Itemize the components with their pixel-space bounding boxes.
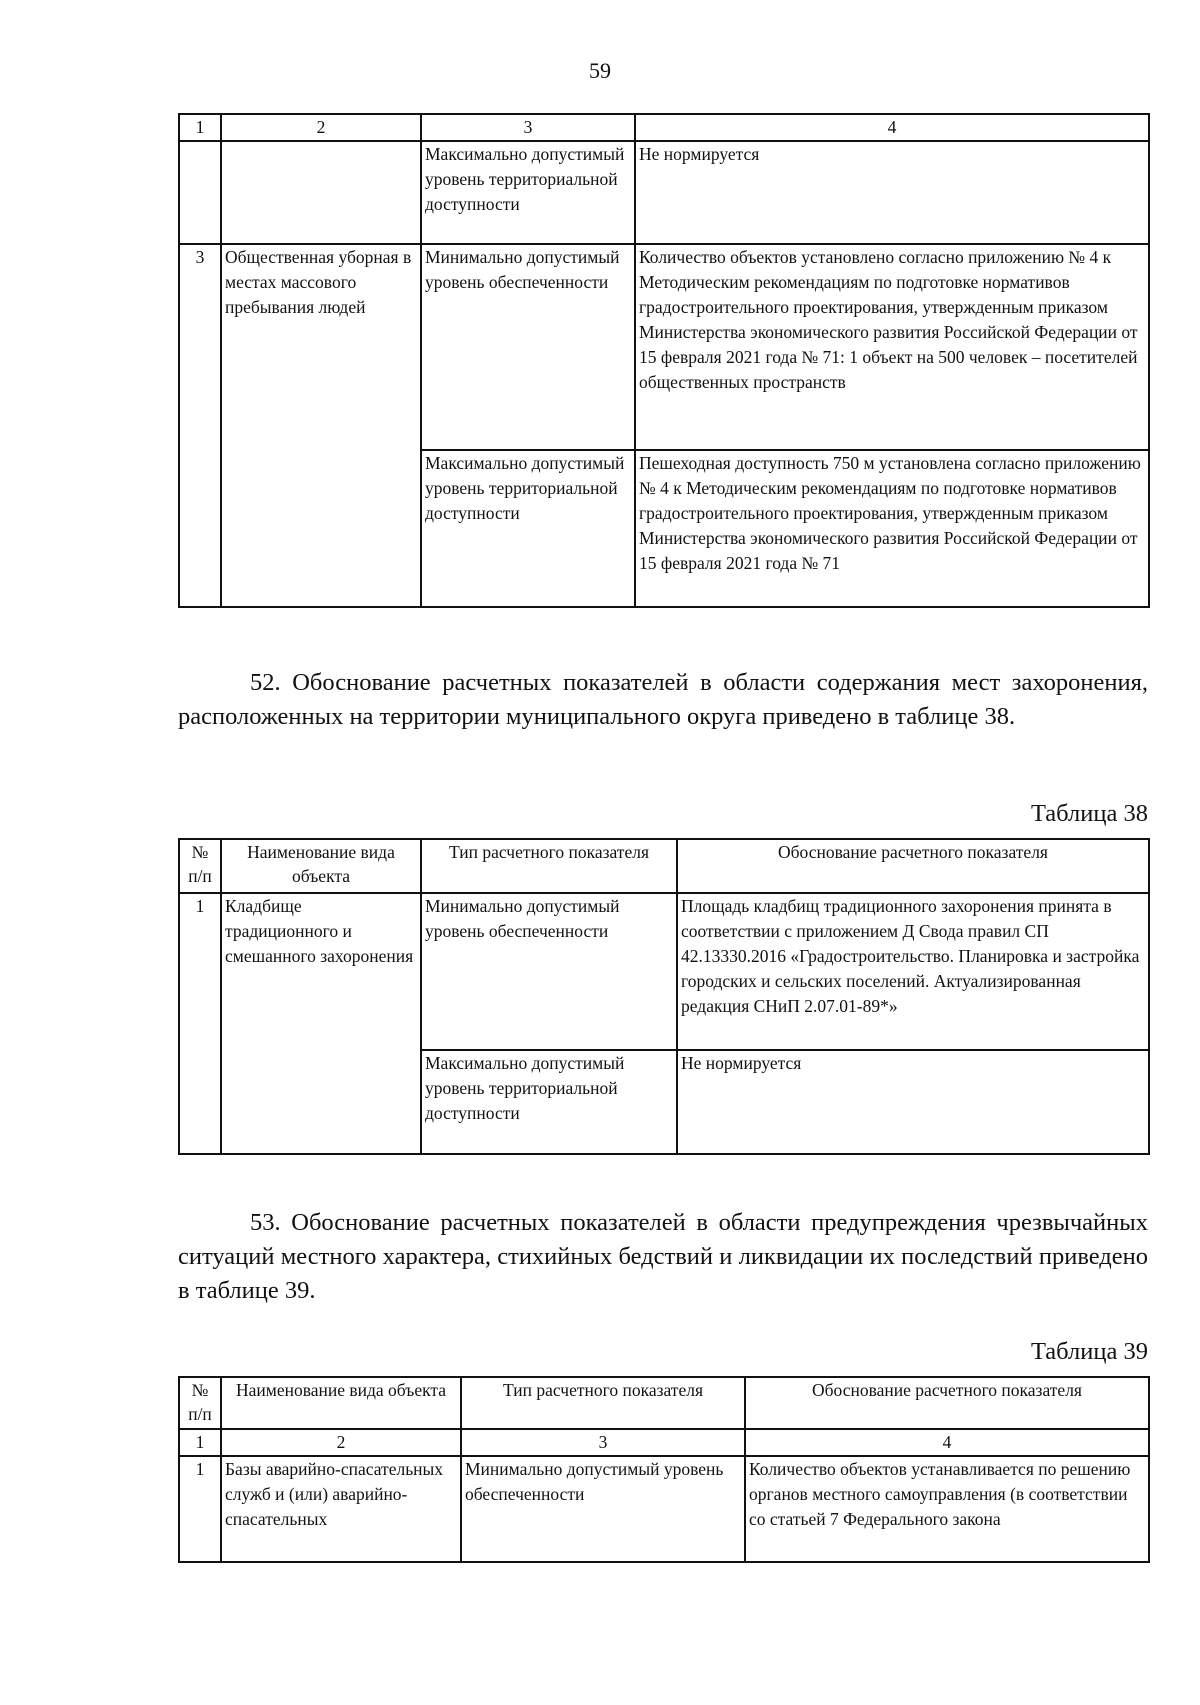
table-38-caption: Таблица 38 [1030,800,1148,827]
table-row [179,244,1149,450]
column-number-cell: 3 [461,1429,745,1456]
table-header-row [179,1377,1149,1429]
table-header-row [179,839,1149,893]
indicator-type-cell: Максимально допустимый уровень территориальной доступности [421,141,635,244]
header-cell-indicator-type: Тип расчетного показателя [461,1377,745,1429]
section-53-paragraph: 53. Обоснование расчетных показателей в области предупреждения чрезвычайных ситуаций местного характера, стихийных бедствий и ликвидации их последствий приведено в таблице 39. [178,1209,1148,1304]
column-number-cell: 2 [221,1429,461,1456]
column-number-cell: 1 [179,1429,221,1456]
column-number-cell: 2 [221,114,421,141]
header-cell-justification: Обоснование расчетного показателя [677,839,1149,893]
table-39-caption: Таблица 39 [1030,1338,1148,1365]
indicator-type-cell: Минимально допустимый уровень обеспеченности [421,893,677,1050]
row-number-cell [179,141,221,244]
object-name-cell [221,141,421,244]
header-cell-justification: Обоснование расчетного показателя [745,1377,1149,1429]
object-name-cell: Базы аварийно-спасательных служб и (или) аварийно-спасательных [221,1456,461,1562]
row-number-cell: 1 [179,893,221,1154]
header-cell-number: № п/п [179,839,221,893]
table-38 [178,838,1150,1155]
continuation-table [178,113,1150,608]
column-number-cell: 3 [421,114,635,141]
header-cell-object-name: Наименование вида объекта [221,1377,461,1429]
indicator-type-cell: Максимально допустимый уровень территориальной доступности [421,1050,677,1154]
column-number-cell: 1 [179,114,221,141]
table-39 [178,1376,1150,1563]
row-number-cell: 3 [179,244,221,607]
justification-cell: Количество объектов устанавливается по решению органов местного самоуправления (в соответствии со статьей 7 Федерального закона [745,1456,1149,1562]
indicator-type-cell: Максимально допустимый уровень территориальной доступности [421,450,635,607]
header-cell-number: № п/п [179,1377,221,1429]
table-row [179,893,1149,1050]
justification-cell: Не нормируется [635,141,1149,244]
object-name-cell: Общественная уборная в местах массового пребывания людей [221,244,421,607]
column-number-cell: 4 [745,1429,1149,1456]
section-52-paragraph: 52. Обоснование расчетных показателей в области содержания мест захоронения, расположенных на территории муниципального округа приведено в таблице 38. [178,669,1148,730]
justification-cell: Не нормируется [677,1050,1149,1154]
object-name-cell: Кладбище традиционного и смешанного захоронения [221,893,421,1154]
header-cell-object-name: Наименование вида объекта [221,839,421,893]
column-number-cell: 4 [635,114,1149,141]
table-row [179,141,1149,244]
indicator-type-cell: Минимально допустимый уровень обеспеченности [461,1456,745,1562]
justification-cell: Пешеходная доступность 750 м установлена согласно приложению № 4 к Методическим рекомендациям по подготовке нормативов градостроительного проектирования, утвержденным приказом Министерства экономического развития Российской Федерации от 15 февраля 2021 года № 71 [635,450,1149,607]
table-column-numbers-row [179,1429,1149,1456]
table-row [179,1456,1149,1562]
indicator-type-cell: Минимально допустимый уровень обеспеченности [421,244,635,450]
justification-cell: Площадь кладбищ традиционного захоронения принята в соответствии с приложением Д Свода правил СП 42.13330.2016 «Градостроительство. Планировка и застройка городских и сельских поселений. Актуализированная редакция СНиП 2.07.01-89*» [677,893,1149,1050]
table-header-row [179,114,1149,141]
justification-cell: Количество объектов установлено согласно приложению № 4 к Методическим рекомендациям по подготовке нормативов градостроительного проектирования, утвержденным приказом Министерства экономического развития Российской Федерации от 15 февраля 2021 года № 71: 1 объект на 500 человек – посетителей общественных пространств [635,244,1149,450]
page-number: 59 [589,58,611,83]
header-cell-indicator-type: Тип расчетного показателя [421,839,677,893]
row-number-cell: 1 [179,1456,221,1562]
